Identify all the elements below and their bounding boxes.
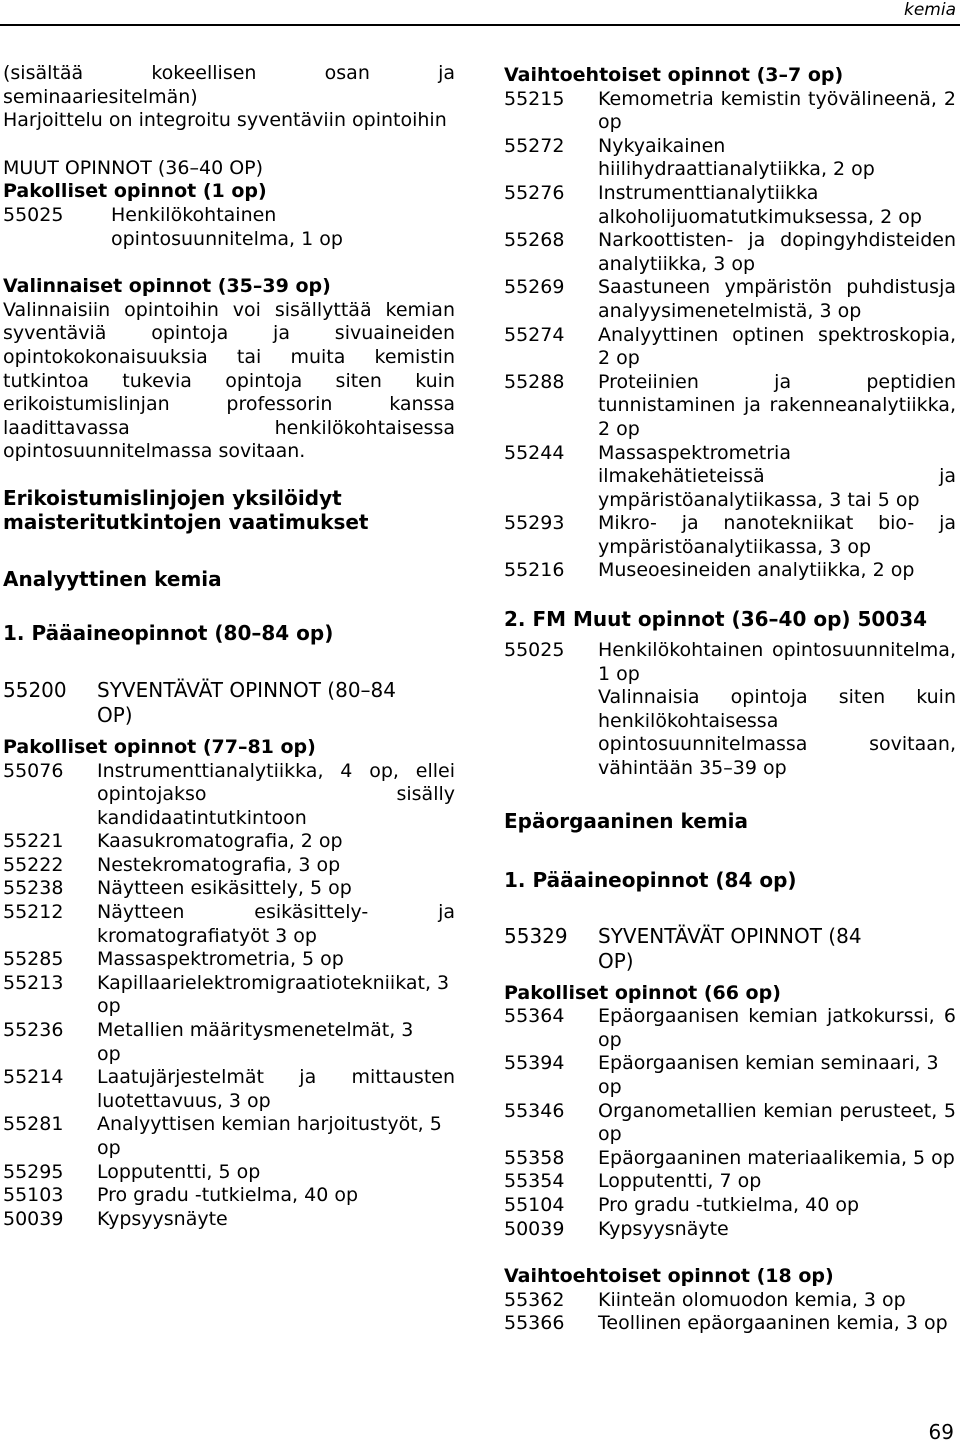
course-name: Organometallien kemian perusteet, 5 op: [598, 1099, 956, 1146]
course-entry: [504, 1289, 956, 1313]
course-name: Kapillaarielektromigraatiotekniikat, 3 op: [97, 971, 450, 1018]
course-entry: [504, 512, 956, 559]
section-title-muut: MUUT OPINNOT (36–40 OP): [3, 156, 264, 179]
course-entry: [504, 1100, 956, 1147]
course-code: 55394: [504, 1052, 565, 1075]
course-name: Instrumenttianalytiikka alkoholijuomatutkimuksessa, 2 op: [598, 181, 922, 228]
course-code: 55236: [3, 1019, 64, 1042]
right-column: [504, 64, 956, 1336]
page-number: 69: [928, 1420, 954, 1444]
course-name: Museoesineiden analytiikka, 2 op: [598, 559, 915, 582]
course-name: Näytteen esikäsittely, 5 op: [97, 877, 352, 900]
course-entry: [504, 371, 956, 442]
course-name: Kypsyysnäyte: [97, 1207, 228, 1230]
course-entry: [504, 1194, 956, 1218]
course-code: 55272: [504, 134, 565, 157]
pakolliset-title: Pakolliset opinnot (1 op): [3, 180, 267, 203]
course-code: 55269: [504, 276, 565, 299]
course-list: [504, 88, 956, 583]
course-list: [504, 1289, 956, 1336]
course-entry: [3, 901, 455, 948]
course-entry: [504, 276, 956, 323]
course-name: SYVENTÄVÄT OPINNOT (80–84 OP): [97, 677, 397, 727]
course-code: 50039: [3, 1207, 64, 1230]
course-name: Metallien määritysmenetelmät, 3 op: [97, 1019, 414, 1065]
course-entry: [3, 948, 455, 972]
course-name: Massaspektrometria ilmakehätieteissä ja ympäristöanalytiikassa, 3 tai 5 op: [598, 441, 956, 511]
course-entry: [504, 88, 956, 135]
course-entry: [3, 1161, 455, 1185]
course-code: 55222: [3, 853, 64, 876]
advanced-studies-entry: [504, 924, 956, 974]
course-code: 55200: [3, 677, 67, 702]
course-name: Teollinen epäorgaaninen kemia, 3 op: [598, 1312, 948, 1335]
advanced-studies-entry: [3, 678, 455, 728]
course-name: SYVENTÄVÄT OPINNOT (84 OP): [598, 923, 862, 973]
course-name: Henkilökohtainen opintosuunnitelma, 1 op: [598, 639, 956, 685]
course-entry: [3, 1113, 455, 1160]
fm-note: Valinnaisia opintoja siten kuin henkilökohtaisessa opintosuunnitelmassa sovitaan, vähintään 35–39 op: [598, 686, 956, 780]
course-name: Analyyttinen optinen spektroskopia, 2 op: [598, 323, 956, 370]
course-code: 55329: [504, 923, 568, 948]
analytical-chemistry-heading: Analyyttinen kemia: [3, 566, 222, 591]
course-code: 55274: [504, 323, 565, 346]
course-code: 55354: [504, 1170, 565, 1193]
vaihtoehtoiset-title: Vaihtoehtoiset opinnot (18 op): [504, 1265, 834, 1288]
course-code: 55215: [504, 87, 565, 110]
course-code: 55276: [504, 181, 565, 204]
course-code: 55288: [504, 370, 565, 393]
course-code: 55212: [3, 901, 64, 924]
course-list: [504, 1005, 956, 1241]
course-name: Proteiinien ja peptidien tunnistaminen ja rakenneanalytiikka, 2 op: [598, 370, 956, 440]
course-name: Instrumenttianalytiikka, 4 op, ellei opintojakso sisälly kandidaatintutkintoon: [97, 759, 455, 829]
course-code: 55214: [3, 1066, 64, 1089]
course-code: 55216: [504, 559, 565, 582]
header-rule: [0, 24, 960, 26]
course-name: Analyyttisen kemian harjoitustyöt, 5 op: [97, 1113, 442, 1159]
course-code: 55364: [504, 1005, 565, 1028]
course-code: 55103: [3, 1184, 64, 1207]
fm-note-entry: [504, 686, 956, 780]
course-code: 50039: [504, 1217, 565, 1240]
course-code: 55076: [3, 759, 64, 782]
course-code: 55366: [504, 1312, 565, 1335]
course-code: 55293: [504, 512, 565, 535]
course-name: Pro gradu -tutkielma, 40 op: [598, 1193, 860, 1216]
course-name: Epäorgaanisen kemian seminaari, 3 op: [598, 1052, 939, 1098]
course-name: Lopputentti, 7 op: [598, 1170, 762, 1193]
course-entry: [504, 442, 956, 513]
course-code: 55104: [504, 1193, 565, 1216]
course-name: Lopputentti, 5 op: [97, 1160, 261, 1183]
course-entry: [504, 1005, 956, 1052]
course-code: 55025: [3, 203, 64, 226]
valinnaiset-text: Valinnaisiin opintoihin voi sisällyttää kemian syventäviä opintoja ja sivuaineiden opintokokonaisuuksia tai muita kemistin tutkintoa tukevia opintoja siten kuin erikoistumislinjan professorin kanssa laadittavassa henkilökohtaisessa opintosuunnitelmassa sovitaan.: [3, 298, 455, 463]
course-name: Kiinteän olomuodon kemia, 3 op: [598, 1288, 906, 1311]
course-code: 55025: [504, 639, 565, 662]
pakolliset-title: Pakolliset opinnot (77–81 op): [3, 735, 316, 758]
vaihtoehtoiset-title: Vaihtoehtoiset opinnot (3–7 op): [504, 64, 844, 86]
course-code: 55213: [3, 971, 64, 994]
course-entry: [3, 972, 455, 1019]
left-column: [3, 62, 455, 1231]
pakolliset-title: Pakolliset opinnot (66 op): [504, 981, 781, 1004]
course-name: Narkoottisten- ja dopingyhdisteiden analytiikka, 3 op: [598, 229, 956, 275]
course-entry: [504, 639, 956, 686]
course-entry: [504, 1170, 956, 1194]
course-name: Nestekromatografia, 3 op: [97, 853, 341, 876]
major-studies-heading: 1. Pääaineopinnot (84 op): [504, 867, 797, 892]
course-entry: [504, 1147, 956, 1171]
specialization-heading: Erikoistumislinjojen yksilöidyt maisteritutkintojen vaatimukset: [3, 485, 369, 534]
course-name: Nykyaikainen hiilihydraattianalytiikka, 2 op: [598, 134, 875, 181]
course-entry: [3, 1208, 455, 1232]
course-name: Epäorgaaninen materiaalikemia, 5 op: [598, 1146, 955, 1169]
intro-line: (sisältää kokeellisen osan ja seminaariesitelmän): [3, 62, 455, 108]
course-entry: [504, 559, 956, 583]
course-entry: [3, 877, 455, 901]
course-name: Mikro- ja nanotekniikat bio- ja ympäristöanalytiikassa, 3 op: [598, 512, 956, 558]
intro-line: Harjoittelu on integroitu syventäviin opintoihin: [3, 109, 447, 132]
course-entry: [504, 1052, 956, 1099]
course-code: 55281: [3, 1113, 64, 1136]
course-code: 55268: [504, 229, 565, 252]
course-name: Henkilökohtainen opintosuunnitelma, 1 op: [111, 203, 343, 250]
course-entry: [3, 1184, 455, 1208]
course-code: 55238: [3, 877, 64, 900]
course-name: Kemometria kemistin työvälineenä, 2 op: [598, 87, 956, 134]
course-name: Pro gradu -tutkielma, 40 op: [97, 1184, 359, 1207]
course-entry: [504, 1218, 956, 1242]
course-code: 55295: [3, 1160, 64, 1183]
course-name: Massaspektrometria, 5 op: [97, 948, 344, 971]
course-code: 55221: [3, 830, 64, 853]
course-code: 55358: [504, 1146, 565, 1169]
course-name: Näytteen esikäsittely- ja kromatografiatyöt 3 op: [97, 901, 455, 947]
course-entry: [504, 182, 956, 229]
course-code: 55285: [3, 948, 64, 971]
course-entry: [3, 204, 455, 251]
course-entry: [3, 1019, 455, 1066]
course-code: 55244: [504, 441, 565, 464]
course-name: Kaasukromatografia, 2 op: [97, 830, 343, 853]
course-entry: [504, 1312, 956, 1336]
course-code: 55346: [504, 1099, 565, 1122]
course-entry: [3, 1066, 455, 1113]
running-header: kemia: [903, 0, 956, 20]
course-entry: [504, 324, 956, 371]
fm-other-studies-heading: 2. FM Muut opinnot (36–40 op) 50034: [504, 607, 928, 632]
course-entry: [504, 229, 956, 276]
course-name: Kypsyysnäyte: [598, 1217, 729, 1240]
course-list: [3, 760, 455, 1232]
course-name: Laatujärjestelmät ja mittausten luotettavuus, 3 op: [97, 1066, 455, 1112]
course-entry: [3, 830, 455, 854]
inorganic-chemistry-heading: Epäorgaaninen kemia: [504, 808, 749, 833]
course-code: 55362: [504, 1288, 565, 1311]
course-name: Epäorgaanisen kemian jatkokurssi, 6 op: [598, 1005, 956, 1051]
course-entry: [504, 135, 956, 182]
course-entry: [3, 760, 455, 831]
major-studies-heading: 1. Pääaineopinnot (80–84 op): [3, 620, 334, 645]
course-name: Saastuneen ympäristön puhdistusja analyysimenetelmistä, 3 op: [598, 276, 956, 322]
course-entry: [3, 854, 455, 878]
valinnaiset-title: Valinnaiset opinnot (35–39 op): [3, 275, 331, 298]
